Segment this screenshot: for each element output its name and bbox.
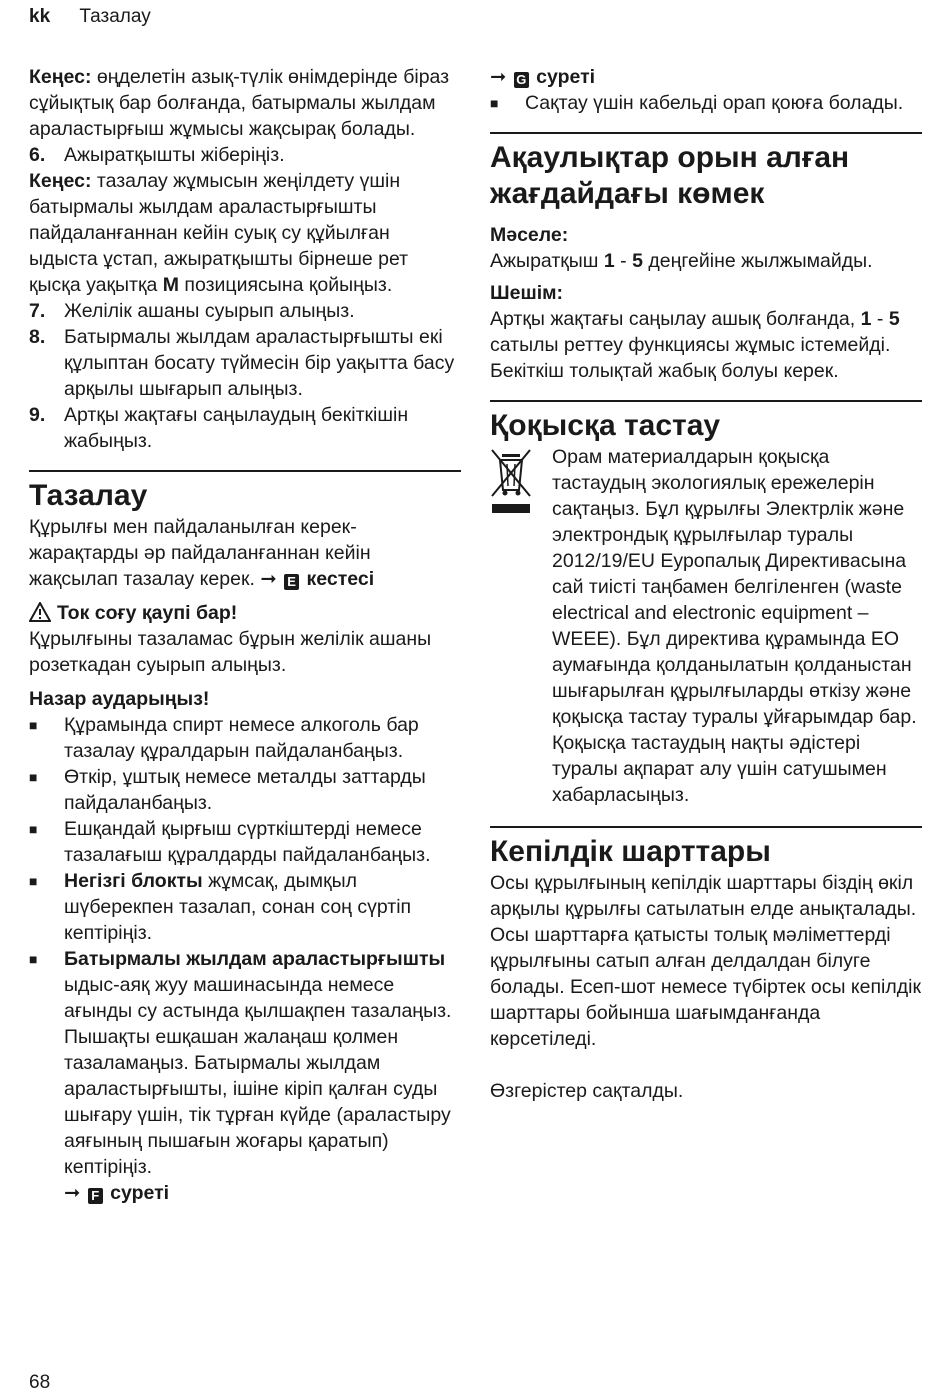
- language-code: kk: [29, 6, 51, 27]
- tip-paragraph: [29, 168, 461, 298]
- step-text: Желілік ашаны суырып алыңыз.: [64, 300, 355, 322]
- shock-warning-label: Ток соғу қаупі бар!: [57, 602, 238, 624]
- tip-paragraph: [29, 64, 461, 142]
- section-title-warranty: Кепілдік шарттары: [490, 835, 771, 868]
- list-item-text: Өткір, ұштық немесе металды заттарды пайдаланбаңыз.: [64, 766, 426, 814]
- weee-crossed-bin-icon: [490, 444, 552, 808]
- tip-position: M: [162, 274, 179, 296]
- list-item: [29, 712, 461, 764]
- step-text: Ажыратқышты жіберіңіз.: [64, 144, 285, 166]
- list-item: [29, 868, 461, 946]
- bullet-square-icon: ■: [29, 951, 38, 967]
- shock-warning-text: Құрылғыны тазаламас бұрын желілік ашаны розеткадан суырып алыңыз.: [29, 628, 432, 676]
- problem-level-to: 5: [632, 250, 643, 272]
- list-item-bold: Батырмалы жылдам араластырғышты: [64, 948, 446, 970]
- step-text: Батырмалы жылдам араластырғышты екі құлыптан босату түймесін бір уақытта басу арқылы шығарып алыңыз.: [64, 326, 455, 400]
- solution-text-b: сатылы реттеу функциясы жұмыс істемейді. Бекіткіш толықтай жабық болуы керек.: [490, 334, 891, 382]
- section-divider: [490, 132, 922, 134]
- list-item-rest: ыдыс-аяқ жуу машинасында немесе ағынды су астында қылшақпен тазалаңыз. Пышақты ешқашан жалаңаш қолмен тазаламаңыз. Батырмалы жылдам араластырғышты, ішіне кіріп қалған суды шығару үшін, тік тұрған күйде (араластыру аяғының пышағын жоғары қаратып) кептіріңіз.: [64, 974, 452, 1178]
- problem-label: Мәселе:: [490, 224, 569, 246]
- section-title-cleaning: Тазалау: [29, 479, 148, 512]
- tip-text: тазалау жұмысын жеңілдету үшін батырмалы жылдам араластырғышты пайдаланғаннан кейін суық су құйылған ыдыста ұстап, ажыратқышты бірнеше рет қысқа уақытқа: [29, 170, 409, 296]
- list-item: [29, 764, 461, 816]
- table-ref-text: кестесі: [301, 568, 375, 590]
- list-item-text: Ешқандай қырғыш сүрткіштерді немесе тазалағыш құралдарды пайдаланбаңыз.: [64, 818, 431, 866]
- list-item-text: Құрамында спирт немесе алкоголь бар тазалау құралдарын пайдаланбаңыз.: [64, 714, 419, 762]
- step-number: 8.: [29, 326, 46, 348]
- tip-text: өңделетін азық-түлік өнімдерінде біраз сұйықтық бар болғанда, батырмалы жылдам араластырғыш жұмысы жақсырақ болады.: [29, 66, 450, 140]
- left-column: [29, 64, 461, 1206]
- step-7: [29, 298, 461, 324]
- step-text: Артқы жақтағы саңылаудың бекіткішін жабыңыз.: [64, 404, 409, 452]
- figure-ref-box: G: [514, 72, 529, 88]
- solution-text-a: Артқы жақтағы саңылау ашық болғанда,: [490, 308, 861, 330]
- warning-triangle-icon: [29, 602, 51, 622]
- list-item-rest: жұмсақ, дымқыл шүберекпен тазалап, сонан соң сүртіп кептіріңіз.: [64, 870, 412, 944]
- page-number: 68: [29, 1372, 51, 1393]
- problem-text: [490, 248, 922, 274]
- changes-reserved-text: Өзгерістер сақталды.: [490, 1080, 684, 1102]
- tip-text-end: позициясына қойыңыз.: [179, 274, 393, 296]
- solution-level-from: 1: [860, 308, 872, 330]
- list-item: [29, 816, 461, 868]
- list-item: [490, 90, 922, 116]
- cleaning-intro-text: Құрылғы мен пайдаланылған керек-жарақтарды әр пайдаланғаннан кейін жақсылап тазалау керек.: [29, 516, 371, 590]
- section-title-disposal: Қоқысқа тастау: [490, 409, 721, 442]
- arrow-right-icon: ➞: [260, 568, 277, 590]
- disposal-text: Орам материалдарын қоқысқа тастаудың экологиялық ережелерін сақтаңыз. Бұл құрылғы Электрлік және электрондық құрылғылар туралы 2012/19/EU Еуропалық Директивасына сай тиісті таңбамен белгіленген (waste electrical and electronic equipment – WEEE). Бұл директива құрамында ЕО аумағында қолданылатын қолданыстан шығарылған құрылғыларды өткізу және қоқысқа тастау туралы ұйғарымдар бар. Қоқысқа тастаудың нақты әдістері туралы ақпарат алу үшін сатушымен хабарласыңыз.: [552, 446, 917, 806]
- header-section-title: Тазалау: [79, 6, 151, 27]
- bullet-square-icon: ■: [29, 717, 38, 733]
- tip-label: Кеңес:: [29, 170, 92, 192]
- bullet-square-icon: ■: [29, 873, 38, 889]
- attention-title: Назар аударыңыз!: [29, 688, 210, 710]
- arrow-right-icon: ➞: [490, 66, 507, 88]
- step-number: 9.: [29, 404, 46, 426]
- warranty-text: Осы құрылғының кепілдік шарттары біздің өкіл арқылы құрылғы сатылатын елде анықталады. Осы шарттарға қатысты толық мәліметтерді құрылғыны сатып алған делдалдан білуге болады. Есеп-шот немесе түбіртек осы кепілдік шарттары бойынша шағымданғанда көрсетіледі.: [490, 872, 921, 1050]
- figure-ref-box: F: [88, 1188, 103, 1204]
- step-8: [29, 324, 461, 402]
- step-number: 6.: [29, 144, 46, 166]
- tip-label: Кеңес:: [29, 66, 92, 88]
- list-item-text: [64, 868, 461, 946]
- bullet-square-icon: ■: [29, 821, 38, 837]
- step-6: [29, 142, 461, 168]
- list-item-text: [64, 946, 461, 1206]
- figure-ref-text: суреті: [530, 66, 596, 88]
- problem-text-a: Ажыратқыш: [490, 250, 604, 272]
- bullet-square-icon: ■: [29, 769, 38, 785]
- section-divider: [490, 400, 922, 402]
- table-ref-box: E: [284, 574, 299, 590]
- page-header: [29, 6, 151, 28]
- step-number: 7.: [29, 300, 46, 322]
- solution-text: [490, 306, 922, 384]
- arrow-right-icon: ➞: [64, 1182, 81, 1204]
- figure-ref-text: суреті: [104, 1182, 170, 1204]
- section-title-troubleshooting: Ақаулықтар орын алған жағдайдағы көмек: [490, 141, 850, 210]
- list-item-text: Сақтау үшін кабельді орап қоюға болады.: [525, 92, 904, 114]
- cleaning-intro: [29, 514, 461, 592]
- bullet-square-icon: ■: [490, 95, 499, 111]
- step-9: [29, 402, 461, 454]
- solution-dash: -: [871, 308, 889, 330]
- section-divider: [29, 470, 461, 472]
- section-divider: [490, 826, 922, 828]
- list-item: [29, 946, 461, 1206]
- list-item-bold: Негізгі блокты: [64, 870, 203, 892]
- solution-label: Шешім:: [490, 282, 564, 304]
- shock-warning-title: [29, 600, 461, 626]
- problem-level-from: 1: [603, 250, 615, 272]
- figure-ref: [490, 64, 922, 90]
- disposal-block: [490, 444, 922, 808]
- problem-dash: -: [614, 250, 633, 272]
- solution-level-to: 5: [888, 308, 900, 330]
- problem-text-b: деңгейіне жылжымайды.: [642, 250, 873, 272]
- right-column: [490, 64, 922, 1104]
